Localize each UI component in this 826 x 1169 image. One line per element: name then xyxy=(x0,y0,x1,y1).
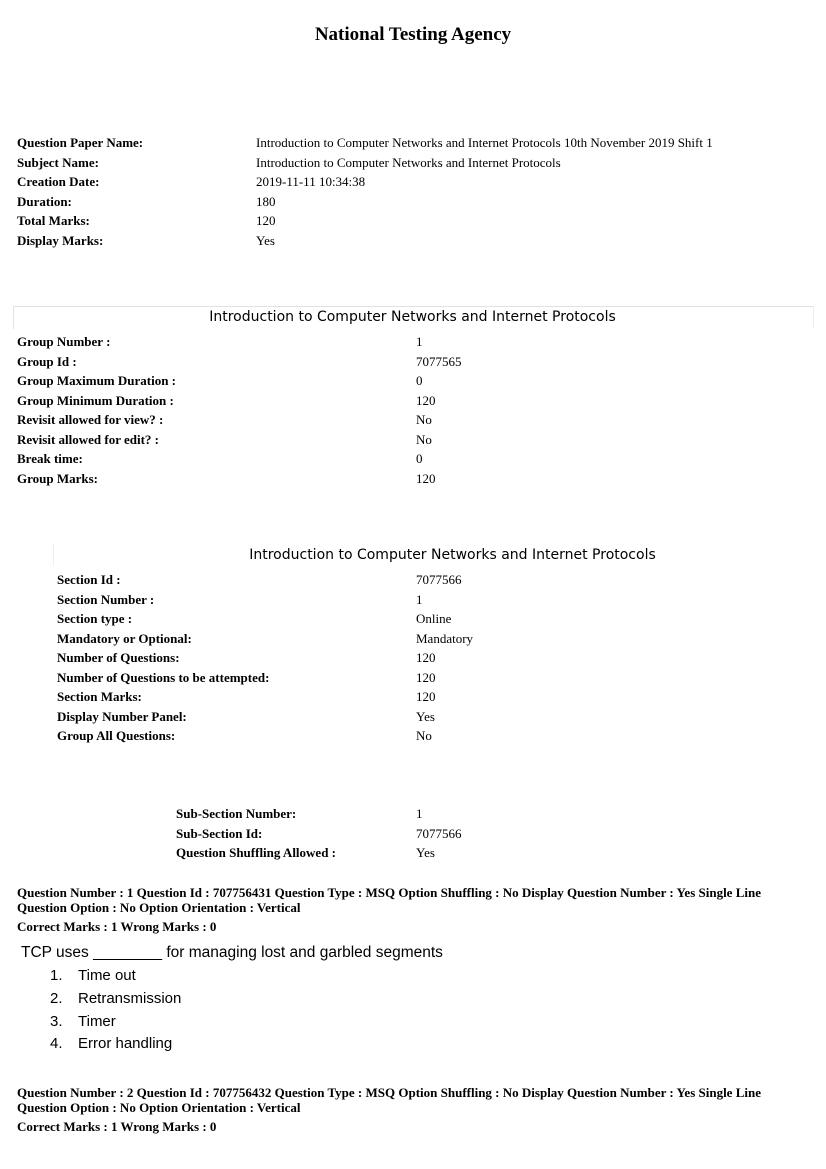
field-label: Subject Name: xyxy=(17,154,99,170)
option-text: Error handling xyxy=(78,1035,173,1052)
field-value: Mandatory xyxy=(416,630,474,646)
field-value: 1 xyxy=(416,806,423,821)
option-text: Timer xyxy=(78,1012,116,1030)
field-label: Revisit allowed for view? : xyxy=(17,412,164,427)
field-value: Yes xyxy=(416,845,435,860)
question-text: TCP uses ________ for managing lost and garbled segments xyxy=(21,944,443,961)
field-value: 2019-11-11 10:34:38 xyxy=(256,174,366,189)
field-label: Group All Questions: xyxy=(57,728,176,743)
option-text: Retransmission xyxy=(78,989,182,1007)
field-label: Revisit allowed for edit? : xyxy=(17,431,160,447)
field-label: Duration: xyxy=(17,193,72,209)
field-label: Group Number : xyxy=(17,334,111,349)
field-label: Number of Questions: xyxy=(57,650,180,665)
field-value: 180 xyxy=(256,193,276,209)
field-label: Section Id : xyxy=(57,572,121,587)
field-value: Introduction to Computer Networks and Internet Protocols xyxy=(256,154,561,170)
field-label: Section type : xyxy=(57,611,133,626)
field-value: 120 xyxy=(416,392,436,408)
field-value: 7077566 xyxy=(416,572,462,587)
field-value: No xyxy=(416,412,432,427)
option-item xyxy=(50,967,136,984)
field-value: 120 xyxy=(416,689,436,704)
option-item xyxy=(50,1013,116,1030)
field-label: Break time: xyxy=(17,451,83,466)
field-value: 7077566 xyxy=(416,825,462,841)
option-number: 1. xyxy=(50,967,63,984)
field-label: Question Shuffling Allowed : xyxy=(176,845,337,860)
question-header: Question Number : 2 Question Id : 707756432 Question Type : MSQ Option Shuffling : No Display Question Number : Yes Single Line Question Option : No Option Orientation : Vertical xyxy=(17,1085,761,1115)
question-header: Question Number : 1 Question Id : 707756431 Question Type : MSQ Option Shuffling : No Display Question Number : Yes Single Line Question Option : No Option Orientation : Vertical xyxy=(17,885,761,915)
question-marks: Correct Marks : 1 Wrong Marks : 0 xyxy=(17,919,217,934)
field-label: Group Minimum Duration : xyxy=(17,392,174,408)
option-item xyxy=(50,1035,172,1052)
option-item xyxy=(50,990,181,1007)
option-number: 4. xyxy=(50,1035,63,1052)
field-value: 1 xyxy=(416,334,423,349)
field-value: Yes xyxy=(416,708,435,724)
field-label: Sub-Section Number: xyxy=(176,806,297,821)
field-label: Section Marks: xyxy=(57,689,142,704)
field-value: No xyxy=(416,431,432,447)
option-number: 3. xyxy=(50,1012,63,1030)
field-value: 1 xyxy=(416,591,423,607)
field-value: 120 xyxy=(416,470,436,486)
field-value: 0 xyxy=(416,373,423,388)
field-label: Question Paper Name: xyxy=(17,135,144,150)
field-value: 120 xyxy=(416,669,436,685)
field-label: Group Marks: xyxy=(17,470,99,486)
field-value: 120 xyxy=(256,213,276,228)
field-value: 7077565 xyxy=(416,353,462,369)
page-title: National Testing Agency xyxy=(314,24,512,45)
field-label: Mandatory or Optional: xyxy=(57,630,192,646)
field-label: Display Marks: xyxy=(17,232,104,248)
field-value: 0 xyxy=(416,451,423,466)
question-marks: Correct Marks : 1 Wrong Marks : 0 xyxy=(17,1119,217,1134)
field-value: No xyxy=(416,728,432,743)
field-label: Sub-Section Id: xyxy=(176,825,263,841)
field-label: Section Number : xyxy=(57,591,155,607)
option-text: Time out xyxy=(78,967,136,984)
field-label: Creation Date: xyxy=(17,174,100,189)
field-value: Introduction to Computer Networks and Internet Protocols 10th November 2019 Shift 1 xyxy=(256,135,713,150)
field-label: Number of Questions to be attempted: xyxy=(57,669,270,685)
field-value: Online xyxy=(416,611,452,626)
section-heading: Introduction to Computer Networks and Internet Protocols xyxy=(249,547,656,563)
group-heading: Introduction to Computer Networks and Internet Protocols xyxy=(209,309,616,325)
field-value: Yes xyxy=(256,232,275,248)
field-label: Group Maximum Duration : xyxy=(17,373,177,388)
field-value: 120 xyxy=(416,650,436,665)
field-label: Total Marks: xyxy=(17,213,90,228)
field-label: Group Id : xyxy=(17,353,77,369)
option-number: 2. xyxy=(50,989,63,1007)
field-label: Display Number Panel: xyxy=(57,708,187,724)
